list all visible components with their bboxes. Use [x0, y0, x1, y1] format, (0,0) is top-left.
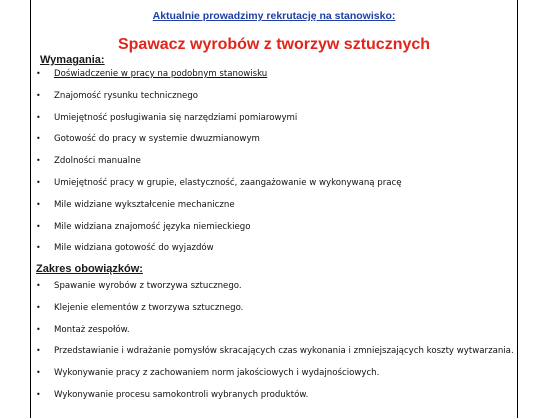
bullet-icon: •: [36, 112, 41, 122]
bullet-icon: •: [36, 177, 41, 187]
requirement-text: Mile widziana znajomość języka niemieckiego: [54, 221, 251, 232]
duty-text: Wykonywanie pracy z zachowaniem norm jakościowych i wydajnościowych.: [54, 368, 380, 379]
bullet-icon: •: [36, 69, 41, 78]
bullet-icon: •: [36, 346, 41, 356]
requirement-text: Mile widziane wykształcenie mechaniczne: [54, 199, 235, 210]
requirement-text: Umiejętność pracy w grupie, elastyczność, zaangażowanie w wykonywaną pracę: [54, 177, 402, 188]
job-title: Spawacz wyrobów z tworzyw sztucznych: [117, 36, 431, 53]
bullet-icon: •: [36, 221, 41, 231]
bullet-icon: •: [36, 324, 41, 334]
bullet-icon: •: [36, 368, 41, 378]
bullet-icon: •: [36, 243, 41, 253]
duty-text: Spawanie wyrobów z tworzywa sztucznego.: [54, 281, 242, 291]
bullet-icon: •: [36, 302, 41, 312]
bullet-icon: •: [36, 156, 41, 166]
duty-text: Klejenie elementów z tworzywa sztucznego.: [54, 302, 244, 313]
duty-text: Przedstawianie i wdrażanie pomysłów skracających czas wykonania i zmniejszających koszty wytwarzania.: [54, 346, 514, 357]
requirements-heading: Wymagania:: [40, 54, 105, 66]
requirement-text: Doświadczenie w pracy na podobnym stanowisku: [54, 69, 268, 79]
bullet-icon: •: [36, 199, 41, 209]
bullet-icon: •: [36, 281, 41, 290]
duties-heading: Zakres obowiązków:: [36, 263, 143, 275]
requirement-text: Mile widziana gotowość do wyjazdów: [54, 243, 214, 254]
recruitment-notice: Aktualnie prowadzimy rekrutację na stanowisko:: [152, 10, 396, 22]
duty-text: Wykonywanie procesu samokontroli wybranych produktów.: [54, 389, 309, 400]
bullet-icon: •: [36, 90, 41, 100]
requirement-text: Znajomość rysunku technicznego: [54, 90, 199, 101]
requirement-text: Umiejętność posługiwania się narzędziami pomiarowymi: [54, 112, 298, 123]
requirement-text: Gotowość do pracy w systemie dwuzmianowym: [54, 134, 260, 145]
bullet-icon: •: [36, 134, 41, 144]
requirement-text: Zdolności manualne: [54, 156, 141, 167]
bullet-icon: •: [36, 389, 41, 399]
duty-text: Montaż zespołów.: [54, 324, 130, 335]
